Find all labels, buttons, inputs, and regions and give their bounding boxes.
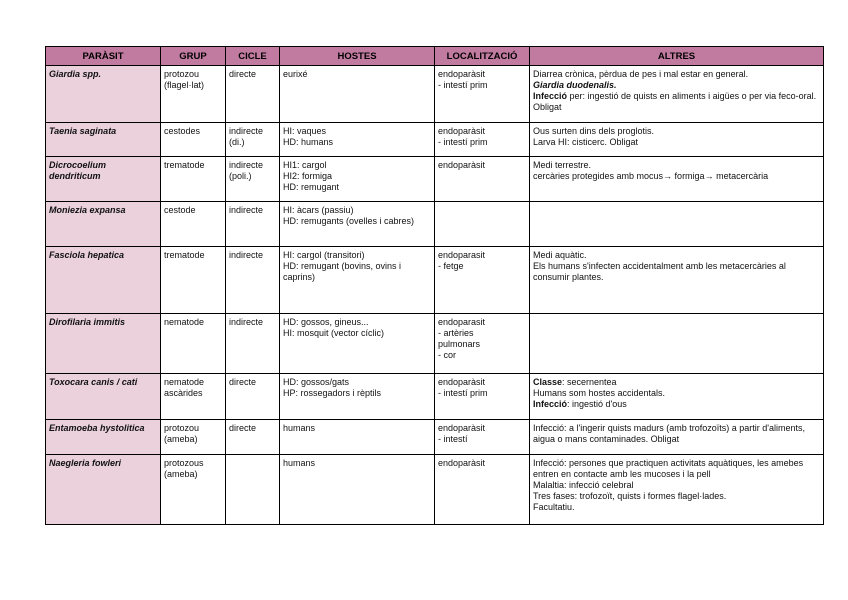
loc-line: endoparàsit — [438, 458, 486, 468]
altres-label: Infecció — [533, 91, 568, 101]
localitzacio-cell — [435, 420, 530, 455]
table-row — [46, 66, 824, 123]
localitzacio-cell — [435, 123, 530, 157]
header-parasit: PARÀSIT — [46, 47, 161, 66]
altres-line: Diarrea crònica, pèrdua de pes i mal estar en general. — [533, 69, 749, 79]
hostes-line: HP: rossegadors i rèptils — [283, 388, 382, 398]
loc-line: endoparasit — [438, 317, 486, 327]
altres-line: Facultatiu. — [533, 502, 575, 512]
hostes-cell — [280, 374, 435, 420]
loc-line: - artèries pulmonars — [438, 328, 481, 349]
altres-line: Humans som hostes accidentals. — [533, 388, 666, 398]
loc-line: - intestí prim — [438, 137, 488, 147]
table-row — [46, 247, 824, 314]
loc-line: endoparàsit — [438, 160, 486, 170]
cicle-cell: indirecte — [226, 314, 280, 374]
parasit-cell: Fasciola hepatica — [46, 247, 161, 314]
loc-line: endoparàsit — [438, 126, 486, 136]
parasit-cell: Dicrocoelium dendriticum — [46, 157, 161, 202]
altres-line: Infecció: a l'ingerir quists madurs (amb trofozoïts) a partir d'aliments, aigua o mans contaminades. Obligat — [533, 423, 806, 444]
altres-line — [533, 399, 820, 410]
altres-line: Larva HI: cisticerc. Obligat — [533, 137, 639, 147]
altres-cell — [530, 66, 824, 123]
parasit-cell: Giardia spp. — [46, 66, 161, 123]
cicle-cell: indirecte — [226, 202, 280, 247]
loc-line: endoparàsit — [438, 69, 486, 79]
altres-line — [533, 377, 820, 388]
localitzacio-cell — [435, 247, 530, 314]
hostes-line: HD: remugant — [283, 182, 340, 192]
altres-line: Infecció: persones que practiquen activitats aquàtiques, les amebes entren en contacte amb les mucoses i la pell — [533, 458, 804, 479]
hostes-cell: eurixé — [280, 66, 435, 123]
hostes-cell — [280, 202, 435, 247]
altres-text: : secernentea — [562, 377, 617, 387]
parasit-cell: Taenia saginata — [46, 123, 161, 157]
altres-cell — [530, 420, 824, 455]
grup-cell: protozou (ameba) — [161, 420, 226, 455]
loc-line: endoparàsit — [438, 377, 486, 387]
hostes-line: HI1: cargol — [283, 160, 327, 170]
hostes-line: HI: àcars (passiu) — [283, 205, 354, 215]
table-row — [46, 202, 824, 247]
hostes-line: HI2: formiga — [283, 171, 333, 181]
localitzacio-cell — [435, 314, 530, 374]
table-row — [46, 420, 824, 455]
altres-text: : ingestió d'ous — [567, 399, 627, 409]
table-row — [46, 157, 824, 202]
altres-cell — [530, 247, 824, 314]
loc-line: endoparasit — [438, 250, 486, 260]
cicle-cell: indirecte (di.) — [226, 123, 280, 157]
cicle-cell: indirecte — [226, 247, 280, 314]
header-hostes: HOSTES — [280, 47, 435, 66]
altres-line: Medi aquàtic. — [533, 250, 587, 260]
cicle-cell: directe — [226, 420, 280, 455]
parasit-cell: Dirofilaria immitis — [46, 314, 161, 374]
hostes-line: HI: vaques — [283, 126, 327, 136]
table-row — [46, 455, 824, 525]
altres-cell — [530, 314, 824, 374]
header-row — [46, 47, 824, 66]
localitzacio-cell — [435, 202, 530, 247]
hostes-line: HD: humans — [283, 137, 334, 147]
hostes-line: HD: gossos/gats — [283, 377, 350, 387]
grup-cell: trematode — [161, 247, 226, 314]
altres-cell — [530, 123, 824, 157]
cicle-cell: indirecte (poli.) — [226, 157, 280, 202]
grup-cell: cestode — [161, 202, 226, 247]
parasites-table — [45, 46, 824, 525]
altres-line: Malaltia: infecció celebral — [533, 480, 634, 490]
loc-line: - fetge — [438, 261, 464, 271]
grup-cell: trematode — [161, 157, 226, 202]
localitzacio-cell — [435, 66, 530, 123]
altres-cell — [530, 157, 824, 202]
table-row — [46, 314, 824, 374]
altres-cell — [530, 455, 824, 525]
hostes-line: HD: gossos, gineus... — [283, 317, 369, 327]
altres-line: cercàries protegides amb mocus→ formiga→ metacercària — [533, 171, 769, 181]
hostes-cell: humans — [280, 420, 435, 455]
table-row — [46, 374, 824, 420]
grup-cell: cestodes — [161, 123, 226, 157]
altres-line: Tres fases: trofozoït, quists i formes flagel·lades. — [533, 491, 727, 501]
altres-cell — [530, 374, 824, 420]
hostes-line: HI: cargol (transitori) — [283, 250, 365, 260]
loc-line: - intestí — [438, 434, 468, 444]
hostes-cell — [280, 157, 435, 202]
hostes-cell — [280, 314, 435, 374]
parasit-cell: Naegleria fowleri — [46, 455, 161, 525]
cicle-cell — [226, 455, 280, 525]
altres-cell — [530, 202, 824, 247]
hostes-line: HD: remugants (ovelles i cabres) — [283, 216, 415, 226]
loc-line: - intestí prim — [438, 80, 488, 90]
altres-line: Giardia duodenalis. — [533, 80, 617, 90]
grup-cell: nematode ascàrides — [161, 374, 226, 420]
parasit-cell: Entamoeba hystolitica — [46, 420, 161, 455]
parasit-cell: Moniezia expansa — [46, 202, 161, 247]
altres-label: Infecció — [533, 399, 568, 409]
altres-line: Els humans s'infecten accidentalment amb les metacercàries al consumir plantes. — [533, 261, 786, 282]
localitzacio-cell — [435, 157, 530, 202]
hostes-line: HI: mosquit (vector cíclic) — [283, 328, 385, 338]
header-altres: ALTRES — [530, 47, 824, 66]
altres-text: per: ingestió de quists en aliments i aigües o per via feco-oral. Obligat — [533, 91, 817, 112]
table-row — [46, 123, 824, 157]
loc-line: endoparàsit — [438, 423, 486, 433]
header-grup: GRUP — [161, 47, 226, 66]
cicle-cell: directe — [226, 374, 280, 420]
grup-cell: nematode — [161, 314, 226, 374]
hostes-line: HD: remugant (bovins, ovins i caprins) — [283, 261, 402, 282]
hostes-cell: humans — [280, 455, 435, 525]
grup-cell: protozous (ameba) — [161, 455, 226, 525]
localitzacio-cell — [435, 374, 530, 420]
header-localitzacio: LOCALITZACIÓ — [435, 47, 530, 66]
grup-cell: protozou (flagel·lat) — [161, 66, 226, 123]
altres-line: Ous surten dins dels proglotis. — [533, 126, 655, 136]
parasit-cell: Toxocara canis / cati — [46, 374, 161, 420]
loc-line: - cor — [438, 350, 456, 360]
header-cicle: CICLE — [226, 47, 280, 66]
altres-line — [533, 91, 820, 113]
altres-line: Medi terrestre. — [533, 160, 592, 170]
localitzacio-cell — [435, 455, 530, 525]
hostes-cell — [280, 247, 435, 314]
cicle-cell: directe — [226, 66, 280, 123]
loc-line: - intestí prim — [438, 388, 488, 398]
hostes-cell — [280, 123, 435, 157]
altres-label: Classe — [533, 377, 563, 387]
